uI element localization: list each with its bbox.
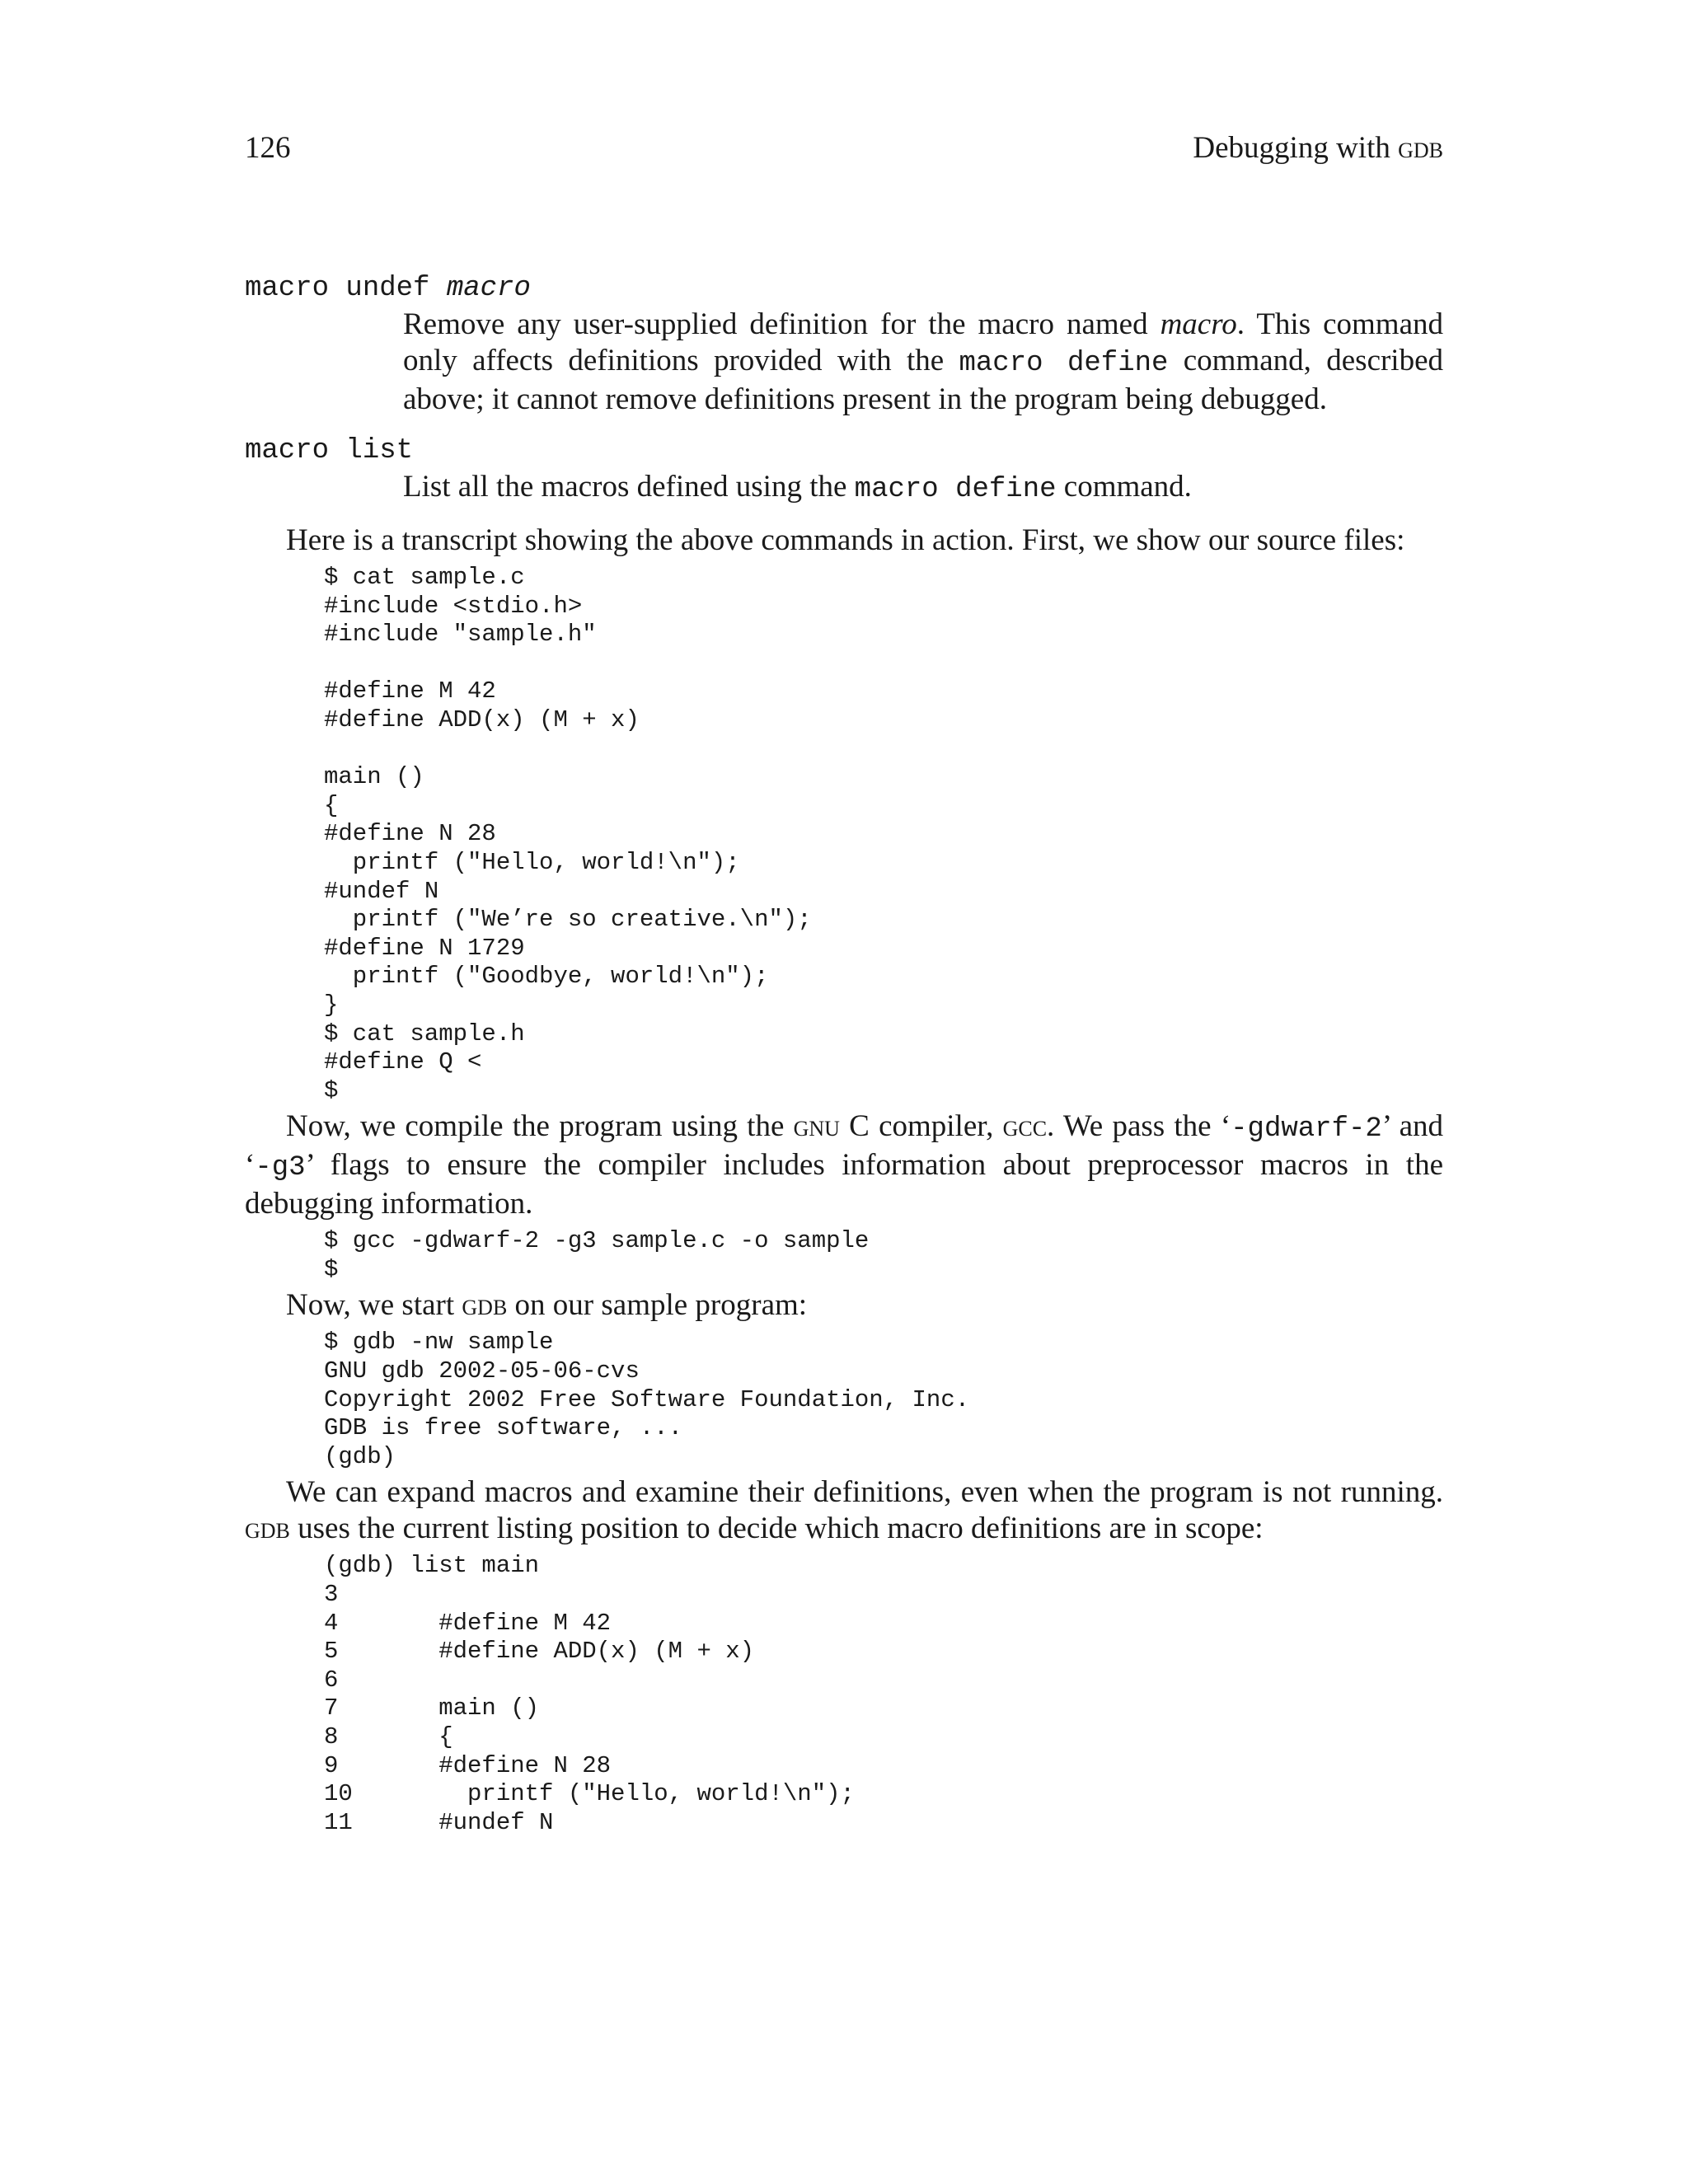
running-title-gdb: gdb — [1398, 131, 1443, 165]
running-title-text: Debugging with — [1193, 131, 1399, 165]
code-block-gdb-start: $ gdb -nw sample GNU gdb 2002-05-06-cvs Copyright 2002 Free Software Foundation, Inc. GDB is free software, ... (gdb) — [324, 1329, 970, 1470]
entry-term-macro-list — [245, 433, 1443, 469]
inline-code: macro define — [854, 474, 1057, 505]
code-block-list-main: (gdb) list main 3 4 #define M 42 5 #define ADD(x) (M + x) 6 7 main () 8 { 9 #define N 28 10 printf ("Hello, world!\n"); 11 #undef N — [324, 1552, 855, 1836]
term-argument: macro — [446, 273, 531, 304]
entry-description-macro-list: List all the macros defined using the macro define command. — [403, 470, 1192, 505]
running-title — [1193, 130, 1443, 166]
term-command: macro undef — [245, 273, 430, 304]
code-block-source-files: $ cat sample.c #include <stdio.h> #include "sample.h" #define M 42 #define ADD(x) (M + x) main () { #define N 28 printf ("Hello, world!\n"); #undef N printf ("We’re so creative.\n"); #define N 1729 printf ("Goodbye, world!\n"); } $ cat sample.h #define Q < $ — [324, 564, 812, 1104]
inline-code: -g3 — [255, 1152, 306, 1184]
entry-term-macro-undef — [245, 270, 1443, 307]
paragraph-start-gdb: Now, we start gdb on our sample program: — [286, 1288, 808, 1323]
paragraph-expand-macros: We can expand macros and examine their definitions, even when the program is not running. gdb uses the current listing position to decide which macro definitions are in scope: — [245, 1475, 1443, 1546]
paragraph-transcript-intro: Here is a transcript showing the above commands in action. First, we show our source files: — [286, 523, 1405, 557]
term-command: macro list — [245, 435, 414, 466]
page-number: 126 — [245, 131, 291, 165]
paragraph-compile: Now, we compile the program using the gnu C compiler, gcc. We pass the ‘-gdwarf-2’ and ‘-g3’ flags to ensure the compiler includes information about preprocessor macros in the debugging information. — [245, 1109, 1444, 1221]
inline-code: macro define — [959, 348, 1169, 379]
page-body — [245, 270, 1443, 1840]
page-header — [245, 130, 1443, 171]
inline-code: -gdwarf-2 — [1231, 1113, 1382, 1146]
entry-description-macro-undef: Remove any user-supplied definition for the macro named macro. This command only affects definitions provided with the macro define command, described above; it cannot remove definitions present in the program being debugged. — [403, 307, 1444, 416]
code-block-compile: $ gcc -gdwarf-2 -g3 sample.c -o sample $ — [324, 1227, 870, 1283]
